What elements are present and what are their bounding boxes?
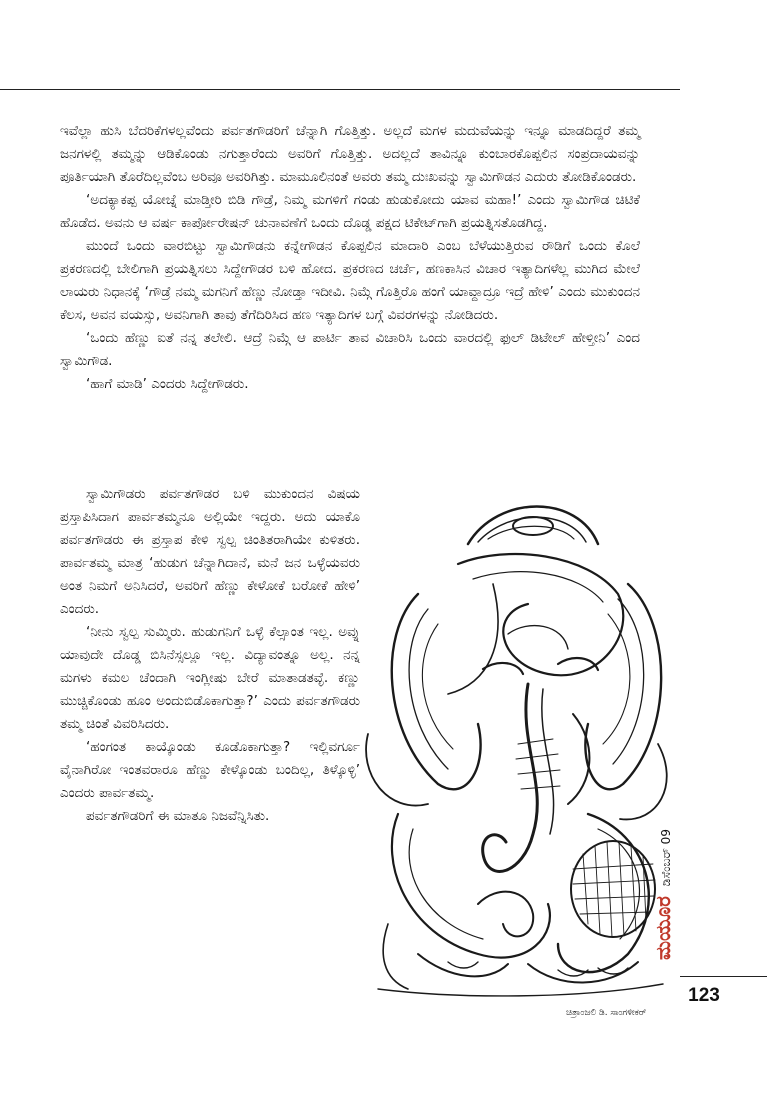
issue-date: ಡಿಸೆಂಬರ್ 09 <box>659 829 673 887</box>
ganesha-line-drawing <box>358 484 680 1004</box>
paragraph: ‘ಹಾಗೆ ಮಾಡಿ’ ಎಂದರು ಸಿದ್ದೇಗೌಡರು. <box>86 376 249 392</box>
top-rule <box>0 89 680 90</box>
page-number: 123 <box>688 985 720 1006</box>
paragraph: ಇವೆಲ್ಲಾ ಹುಸಿ ಬೆದರಿಕೆಗಳಲ್ಲವೆಂದು ಪರ್ವತಗೌಡರಿಗೆ ಚೆನ್ನಾಗಿ ಗೊತ್ತಿತ್ತು. ಅಲ್ಲದೆ ಮಗಳ ಮದುವೆಯನ್ನು ಇನ್ನೂ ಮಾಡದಿದ್ದರೆ ತಮ್ಮ ಜನಗಳಲ್ಲಿ ತಮ್ಮನ್ನು ಆಡಿಕೊಂಡು ನಗುತ್ತಾರೆಂದು ಅವರಿಗೆ ಗೊತ್ತಿತ್ತು. ಅದಲ್ಲದೆ ತಾವಿನ್ನೂ ಕುಂಬಾರಕೊಪ್ಪಲಿನ ಸಂಪ್ರದಾಯವನ್ನು ಪೂರ್ತಿಯಾಗಿ ತೊರೆದಿಲ್ಲವೆಂಬ ಅರಿವೂ ಅವರಿಗಿತ್ತು. ಮಾಮೂಲಿನಂತೆ ಅವರು ತಮ್ಮ ದುಃಖವನ್ನು ಸ್ವಾಮಿಗೌಡನ ಎದುರು ತೋಡಿಕೊಂಡರು. <box>60 123 640 185</box>
article-body-narrow-column <box>60 483 360 828</box>
paragraph: ‘ಹಂಗಂತ ಕಾಯ್ಕೊಂಡು ಕೂಡೊಕಾಗುತ್ತಾ? ಇಲ್ಲಿವರ್ಗೂ ವೈನಾಗಿರೋ ಇಂತವರಾರೂ ಹೆಣ್ಣು ಕೇಳ್ಕೊಂಡು ಬಂದಿಲ್ಲ, ತಿಳ್ಕೊಳ್ಳಿ’ ಎಂದರು ಪಾರ್ವತಮ್ಮ. <box>60 739 360 801</box>
magazine-logo: ಮಯೂರ <box>651 896 675 960</box>
paragraph: ‘ಒಂದು ಹೆಣ್ಣು ಐತೆ ನನ್ನ ತಲೇಲಿ. ಆದ್ರೆ ನಿಮ್ಗೆ ಆ ಪಾರ್ಟಿ ತಾವ ವಿಚಾರಿಸಿ ಒಂದು ವಾರದಲ್ಲಿ ಫುಲ್ ಡಿಟೇಲ್ ಹೇಳ್ತೀನಿ’ ಎಂದ ಸ್ವಾಮಿಗೌಡ. <box>60 330 640 369</box>
paragraph: ಸ್ವಾಮಿಗೌಡರು ಪರ್ವತಗೌಡರ ಬಳಿ ಮುಕುಂದನ ವಿಷಯ ಪ್ರಸ್ತಾಪಿಸಿದಾಗ ಪಾರ್ವತಮ್ಮನೂ ಅಲ್ಲಿಯೇ ಇದ್ದರು. ಅದು ಯಾಕೊ ಪರ್ವತಗೌಡರು ಈ ಪ್ರಸ್ತಾಪ ಕೇಳಿ ಸ್ವಲ್ಪ ಚಿಂತಿತರಾಗಿಯೇ ಕುಳಿತರು. ಪಾರ್ವತಮ್ಮ ಮಾತ್ರ ‘ಹುಡುಗ ಚೆನ್ನಾಗಿದಾನೆ, ಮನೆ ಜನ ಒಳ್ಳೆಯವರು ಅಂತ ನಿಮಗೆ ಅನಿಸಿದರೆ, ಅವರಿಗೆ ಹೆಣ್ಣು ಕೇಳೋಕೆ ಬರೋಕೆ ಹೇಳಿ’ ಎಂದರು. <box>60 486 360 617</box>
article-body-full-width <box>60 120 640 396</box>
paragraph: ‘ನೀನು ಸ್ವಲ್ಪ ಸುಮ್ಮಿರು. ಹುಡುಗನಿಗೆ ಒಳ್ಳೆ ಕೆಲ್ಸಾಂತ ಇಲ್ಲ. ಅವ್ನು ಯಾವುದೇ ದೊಡ್ಡ ಬಿಸಿನೆಸ್ಸಲ್ಲೂ ಇಲ್ಲ. ವಿದ್ಯಾವಂತ್ನೂ ಅಲ್ಲ. ನನ್ನ ಮಗಳು ಕಮಲ ಚೆಂದಾಗಿ ಇಂಗ್ಲೀಷು ಬೇರೆ ಮಾತಾಡತವ್ಳೆ. ಕಣ್ಣು ಮುಚ್ಚಿಕೊಂಡು ಹೂಂ ಅಂದುಬಿಡೊಕಾಗುತ್ತಾ?’ ಎಂದು ಪರ್ವತಗೌಡರು ತಮ್ಮ ಚಿಂತೆ ವಿವರಿಸಿದರು. <box>60 624 360 732</box>
illustration-credit: ಚಿತ್ರಾಂಜಲಿ ಡಿ. ಸಾಂಗಳೀಕರ್ <box>566 1008 647 1018</box>
paragraph: ಪರ್ವತಗೌಡರಿಗೆ ಈ ಮಾತೂ ನಿಜವೆನ್ನಿಸಿತು. <box>86 808 270 824</box>
footer-rule <box>680 976 767 977</box>
magazine-side-label <box>651 829 675 960</box>
paragraph: ‘ಅದಕ್ಯಾಕಪ್ಪ ಯೋಚ್ನೆ ಮಾಡ್ತೀರಿ ಬಿಡಿ ಗೌಡ್ರೆ, ನಿಮ್ಮ ಮಗಳಿಗೆ ಗಂಡು ಹುಡುಕೋದು ಯಾವ ಮಹಾ!’ ಎಂದು ಸ್ವಾಮಿಗೌಡ ಚಿಟಿಕೆ ಹೊಡೆದ. ಅವನು ಆ ವರ್ಷ ಕಾರ್ಪೋರೇಷನ್ ಚುನಾವಣೆಗೆ ಒಂದು ದೊಡ್ಡ ಪಕ್ಷದ ಟಿಕೇಟ್‌ಗಾಗಿ ಪ್ರಯತ್ನಿಸತೊಡಗಿದ್ದ. <box>60 192 640 231</box>
paragraph: ಮುಂದೆ ಒಂದು ವಾರಬಿಟ್ಟು ಸ್ವಾಮಿಗೌಡನು ಕನ್ನೇಗೌಡನ ಕೊಪ್ಪಲಿನ ಮಾದಾರಿ ಎಂಬ ಬೆಳೆಯುತ್ತಿರುವ ರೌಡಿಗೆ ಒಂದು ಕೊಲೆ ಪ್ರಕರಣದಲ್ಲಿ ಬೇಲಿಗಾಗಿ ಪ್ರಯತ್ನಿಸಲು ಸಿದ್ದೇಗೌಡರ ಬಳಿ ಹೋದ. ಪ್ರಕರಣದ ಚರ್ಚೆ, ಹಣಕಾಸಿನ ವಿಚಾರ ಇತ್ಯಾದಿಗಳೆಲ್ಲ ಮುಗಿದ ಮೇಲೆ ಲಾಯರು ನಿಧಾನಕ್ಕೆ ‘ಗೌಡ್ರೆ ನಮ್ಮ ಮಗನಿಗೆ ಹೆಣ್ಣು ನೋಡ್ತಾ ಇದೀವಿ. ನಿಮ್ಗೆ ಗೊತ್ತಿರೊ ಹಂಗೆ ಯಾವ್ದಾದ್ರೂ ಇದ್ರೆ ಹೇಳಿ’ ಎಂದು ಮುಕುಂದನ ಕೆಲಸ, ಅವನ ವಯಸ್ಸು, ಅವನಿಗಾಗಿ ತಾವು ತೆಗೆದಿರಿಸಿದ ಹಣ ಇತ್ಯಾದಿಗಳ ಬಗ್ಗೆ ವಿವರಗಳನ್ನು ನೋಡಿದರು. <box>60 238 640 323</box>
